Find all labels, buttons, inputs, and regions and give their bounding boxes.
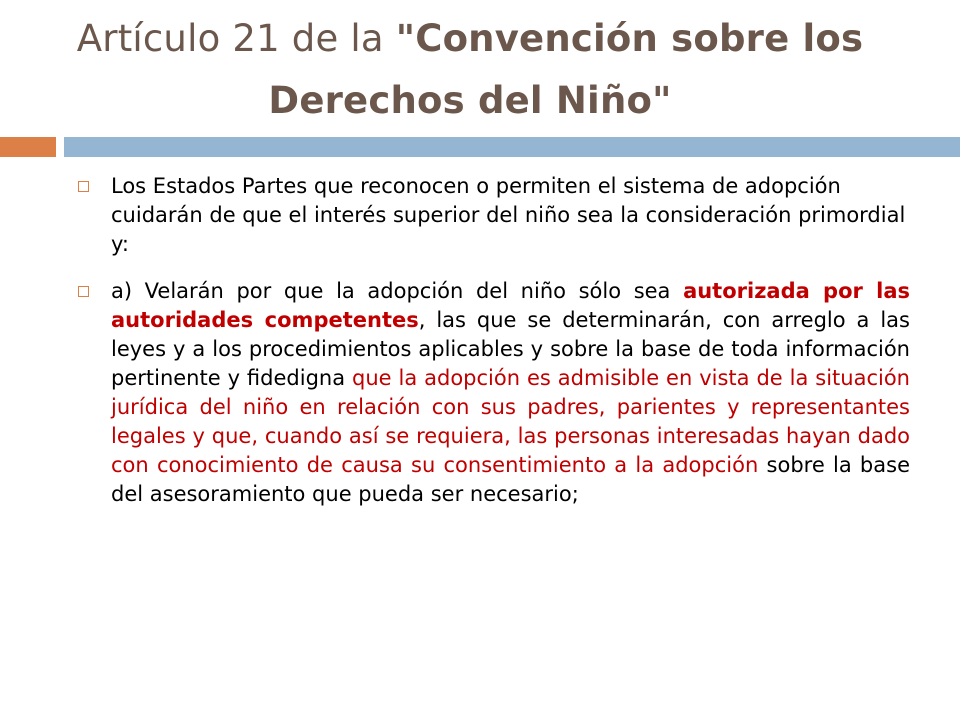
slide-content (74, 172, 910, 527)
title-accent-bar (0, 137, 56, 157)
bullet-item-2 (74, 277, 910, 509)
bullet-2-text-part-3: , las que se determinarán, con arreglo a las leyes y a los procedimientos aplicables y sobre la base de toda información pertinente y fidedigna (111, 308, 910, 390)
hollow-square-bullet-icon (78, 181, 89, 192)
title-regular-text: Artículo 21 de la (76, 17, 396, 60)
title-bold-text: "Convención sobre los Derechos del Niño" (268, 17, 864, 122)
bullet-2-text-part-1: a) Velarán por que la adopción del niño sólo sea (111, 279, 684, 303)
bullet-2-highlight-authorized: autorizada por las autoridades competentes (111, 279, 911, 332)
bullet-2-highlight-admissible: que la adopción es admisible en vista de la situación jurídica del niño en relación con sus padres, parientes y representantes legales y que, cuando así se requiera, las personas interesadas hayan dado con conocimiento de causa su consentimiento a la adopción (111, 366, 910, 477)
bullet-text-1: Los Estados Partes que reconocen o permiten el sistema de adopción cuidarán de que el interés superior del niño sea la consideración primordial y: (111, 174, 906, 256)
slide-title (20, 8, 920, 132)
hollow-square-bullet-icon (78, 286, 89, 297)
bullet-item-1 (74, 172, 910, 259)
title-divider-bar (64, 137, 960, 157)
bullet-2-text-part-5: sobre la base del asesoramiento que pueda ser necesario; (111, 453, 910, 506)
bullet-text-2 (111, 277, 910, 509)
